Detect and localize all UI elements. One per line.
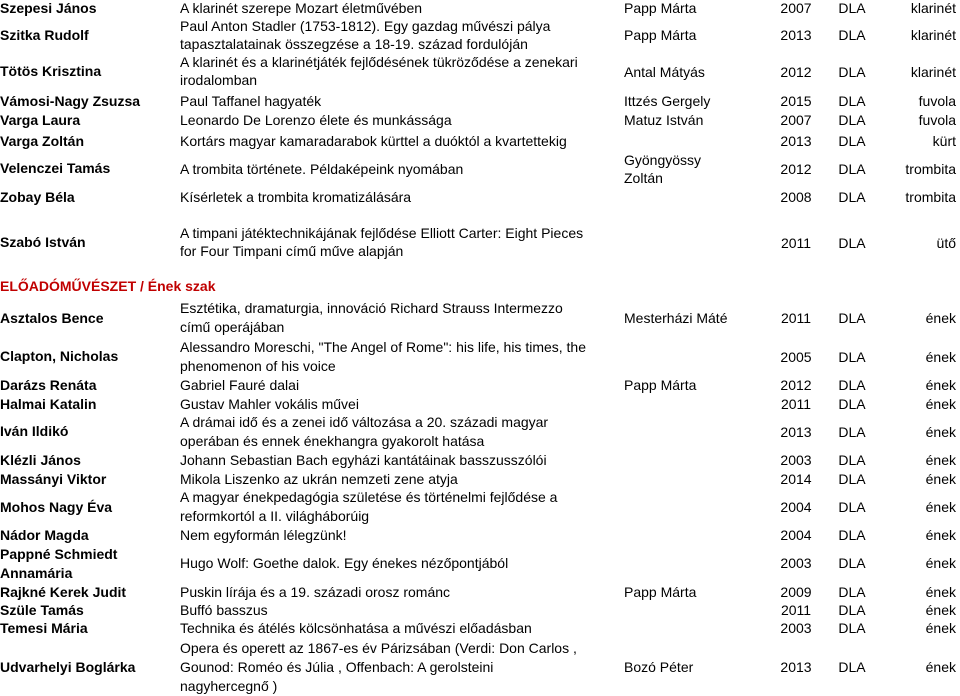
student-name: Szepesi János <box>0 0 97 16</box>
table-row <box>0 471 960 488</box>
dissertation-title: A klarinét szerepe Mozart életművében <box>180 0 423 16</box>
degree: DLA <box>838 527 866 543</box>
student-name: Halmai Katalin <box>0 396 97 412</box>
instrument: ének <box>925 555 956 571</box>
student-name: Nádor Magda <box>0 527 89 543</box>
student-name: Clapton, Nicholas <box>0 348 119 364</box>
instrument: klarinét <box>910 64 956 80</box>
degree: DLA <box>838 555 866 571</box>
instrument: trombita <box>905 189 956 205</box>
table-row <box>0 414 960 450</box>
student-name: Szabó István <box>0 234 86 250</box>
advisor: Mesterházi Máté <box>624 310 728 326</box>
degree: DLA <box>838 377 866 393</box>
degree: DLA <box>838 620 866 636</box>
instrument: ének <box>925 620 956 636</box>
degree: DLA <box>838 93 866 109</box>
year: 2012 <box>780 161 812 177</box>
year: 2012 <box>780 377 812 393</box>
year: 2013 <box>780 424 812 440</box>
instrument: ének <box>925 584 956 600</box>
table-row <box>0 396 960 413</box>
table-row <box>0 300 960 336</box>
student-name: Varga Laura <box>0 112 81 128</box>
student-name: Mohos Nagy Éva <box>0 499 113 515</box>
table-row <box>0 640 960 696</box>
student-name: Zobay Béla <box>0 189 75 205</box>
degree: DLA <box>838 235 866 251</box>
student-name: Pappné Schmiedt Annamária <box>0 546 118 581</box>
student-name: Velenczei Tamás <box>0 160 111 176</box>
advisor: Ittzés Gergely <box>624 93 711 109</box>
table-row <box>0 112 960 129</box>
dissertation-title-line1: Alessandro Moreschi, "The Angel of Rome": his life, his times, the <box>180 339 587 355</box>
student-name: Rajkné Kerek Judit <box>0 584 127 600</box>
table-row <box>0 93 960 110</box>
year: 2009 <box>780 584 812 600</box>
advisor: Antal Mátyás <box>624 64 705 80</box>
table-row <box>0 151 960 187</box>
dissertation-title-line2: reformkortól a II. világháborúig <box>180 508 370 524</box>
degree: DLA <box>838 64 866 80</box>
degree: DLA <box>838 396 866 412</box>
dissertation-title: Hugo Wolf: Goethe dalok. Egy énekes nézőpontjából <box>180 555 509 571</box>
student-name: Iván Ildikó <box>0 423 69 439</box>
dissertation-title-line1: A magyar énekpedagógia születése és történelmi fejlődése a <box>180 489 558 505</box>
advisor: Papp Márta <box>624 27 697 43</box>
dissertation-title: Technika és átélés kölcsönhatása a művészi előadásban <box>180 620 532 636</box>
instrument: ének <box>925 602 956 618</box>
degree: DLA <box>838 499 866 515</box>
student-name: Szitka Rudolf <box>0 27 89 43</box>
dissertation-title-line2: című operájában <box>180 319 285 335</box>
instrument: ének <box>925 471 956 487</box>
dissertation-title-line2: phenomenon of his voice <box>180 358 336 374</box>
dissertation-title-line2: operában és ennek énekhangra gyakorolt hatása <box>180 433 485 449</box>
table-row <box>0 225 960 261</box>
table-row <box>0 602 960 619</box>
degree: DLA <box>838 133 866 149</box>
dissertation-title: Buffó basszus <box>180 602 268 618</box>
degree: DLA <box>838 189 866 205</box>
degree: DLA <box>838 659 866 675</box>
year: 2012 <box>780 64 812 80</box>
dissertation-title-line2: tapasztalatainak összegzése a 18-19. század fordulóján <box>180 36 528 52</box>
year: 2007 <box>780 112 812 128</box>
student-name: Szüle Tamás <box>0 602 84 618</box>
year: 2013 <box>780 659 812 675</box>
student-name: Udvarhelyi Boglárka <box>0 659 136 675</box>
year: 2003 <box>780 620 812 636</box>
instrument: ének <box>925 396 956 412</box>
table-row <box>0 489 960 525</box>
instrument: klarinét <box>910 27 956 43</box>
dissertation-title: Paul Taffanel hagyaték <box>180 93 322 109</box>
dissertation-title: Nem egyformán lélegzünk! <box>180 527 347 543</box>
dissertation-title-line2: Gounod: Roméo és Júlia , Offenbach: A gerolsteini <box>180 659 494 675</box>
year: 2011 <box>780 310 812 326</box>
dissertation-title: Puskin lírája és a 19. századi orosz románc <box>180 584 451 600</box>
table-row <box>0 545 960 583</box>
table-row <box>0 339 960 375</box>
table-row <box>0 0 960 17</box>
dissertation-title-line2: for Four Timpani című műve alapján <box>180 243 404 259</box>
dissertation-title-line1: A klarinét és a klarinétjáték fejlődésének tükröződése a zenekari <box>180 54 578 70</box>
year: 2014 <box>780 471 812 487</box>
instrument: klarinét <box>910 0 956 16</box>
dissertation-title: Kortárs magyar kamaradarabok kürttel a duóktól a kvartettekig <box>180 133 567 149</box>
dissertation-title-line1: A timpani játéktechnikájának fejlődése Elliott Carter: Eight Pieces <box>180 225 584 241</box>
table-row <box>0 189 960 206</box>
advisor: Papp Márta <box>624 584 697 600</box>
instrument: ütő <box>936 235 956 251</box>
section-heading: ELŐADÓMŰVÉSZET / Ének szak <box>0 278 216 294</box>
table-row <box>0 54 960 90</box>
instrument: ének <box>925 377 956 393</box>
dissertation-title-line1: Paul Anton Stadler (1753-1812). Egy gazdag művészi pálya <box>180 18 551 34</box>
degree: DLA <box>838 424 866 440</box>
year: 2008 <box>780 189 812 205</box>
title-text: Esztétika, dramaturgia, innováció Richard Strauss Intermezzo <box>180 300 563 316</box>
year: 2013 <box>780 27 812 43</box>
year: 2003 <box>780 452 812 468</box>
dissertation-title-line2: irodalomban <box>180 72 258 88</box>
degree: DLA <box>838 349 866 365</box>
year: 2004 <box>780 527 812 543</box>
dissertation-title: Kísérletek a trombita kromatizálására <box>180 189 412 205</box>
student-name: Klézli János <box>0 452 81 468</box>
advisor: Papp Márta <box>624 0 697 16</box>
instrument: ének <box>925 424 956 440</box>
instrument: fuvola <box>918 112 956 128</box>
instrument: ének <box>925 452 956 468</box>
year: 2004 <box>780 499 812 515</box>
table-row <box>0 18 960 54</box>
table-row <box>0 620 960 637</box>
student-name: Darázs Renáta <box>0 377 97 393</box>
student-name: Tötös Krisztina <box>0 63 102 79</box>
table-row <box>0 133 960 150</box>
year: 2015 <box>780 93 812 109</box>
year: 2011 <box>780 602 812 618</box>
table-row <box>0 584 960 601</box>
instrument: kürt <box>932 133 956 149</box>
year: 2005 <box>780 349 812 365</box>
advisor: Gyöngyössy Zoltán <box>624 152 702 186</box>
advisor: Papp Márta <box>624 377 697 393</box>
degree: DLA <box>838 27 866 43</box>
table-row <box>0 377 960 394</box>
degree: DLA <box>838 310 866 326</box>
advisor: Matuz István <box>624 112 704 128</box>
table-row <box>0 527 960 544</box>
table-row <box>0 452 960 469</box>
year: 2003 <box>780 555 812 571</box>
instrument: ének <box>925 310 956 326</box>
student-name: Vámosi-Nagy Zsuzsa <box>0 93 141 109</box>
year: 2013 <box>780 133 812 149</box>
student-name: Temesi Mária <box>0 620 88 636</box>
year: 2011 <box>780 235 812 251</box>
dissertation-title: Gustav Mahler vokális művei <box>180 396 359 412</box>
instrument: ének <box>925 349 956 365</box>
year: 2011 <box>780 396 812 412</box>
dissertation-title-line1 <box>180 300 620 317</box>
dissertation-title-line1: A drámai idő és a zenei idő változása a 20. századi magyar <box>180 414 549 430</box>
dissertation-title: Leonardo De Lorenzo élete és munkássága <box>180 112 452 128</box>
instrument: trombita <box>905 161 956 177</box>
year: 2007 <box>780 0 812 16</box>
instrument: ének <box>925 527 956 543</box>
degree: DLA <box>838 584 866 600</box>
dissertation-title: Gabriel Fauré dalai <box>180 377 300 393</box>
degree: DLA <box>838 0 866 16</box>
dissertation-title-line3: nagyhercegnő ) <box>180 678 278 694</box>
dissertation-title: Johann Sebastian Bach egyházi kantátáinak basszusszólói <box>180 452 547 468</box>
degree: DLA <box>838 471 866 487</box>
student-name: Asztalos Bence <box>0 310 104 326</box>
student-name: Massányi Viktor <box>0 471 107 487</box>
dissertation-title: Mikola Liszenko az ukrán nemzeti zene atyja <box>180 471 458 487</box>
instrument: fuvola <box>918 93 956 109</box>
student-name: Varga Zoltán <box>0 133 85 149</box>
dissertation-title: A trombita története. Példaképeink nyomában <box>180 161 464 177</box>
instrument: ének <box>925 659 956 675</box>
degree: DLA <box>838 112 866 128</box>
degree: DLA <box>838 602 866 618</box>
degree: DLA <box>838 452 866 468</box>
advisor: Bozó Péter <box>624 659 694 675</box>
dissertation-title-line1: Opera és operett az 1867-es év Párizsában (Verdi: Don Carlos , <box>180 640 577 656</box>
instrument: ének <box>925 499 956 515</box>
degree: DLA <box>838 161 866 177</box>
